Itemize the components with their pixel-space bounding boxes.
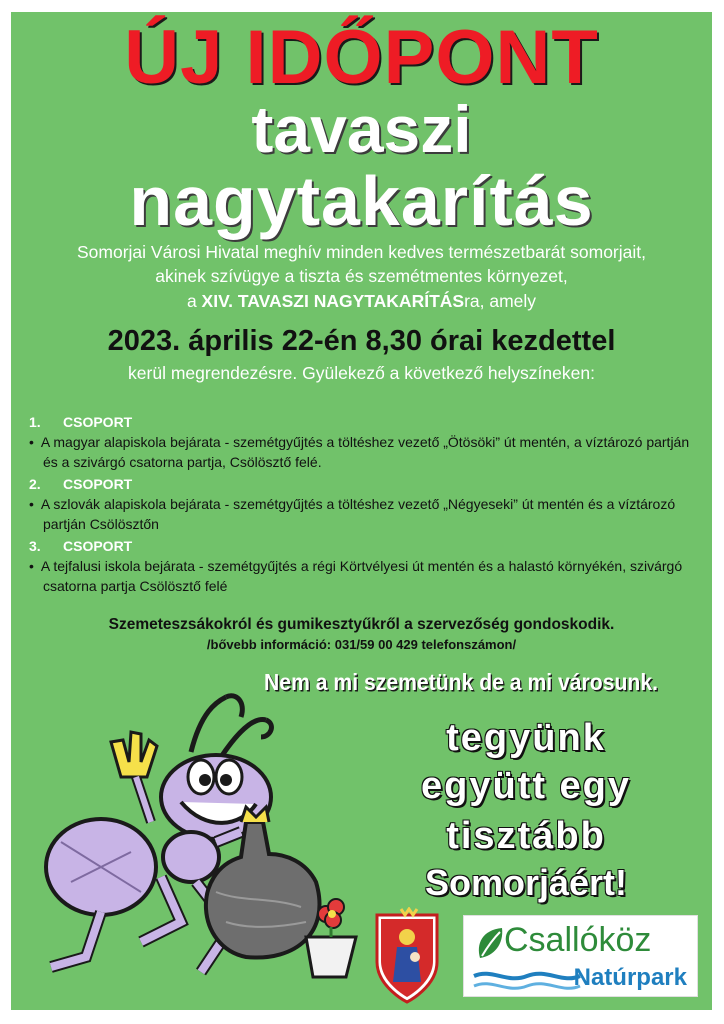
group-title: CSOPORT <box>63 538 133 554</box>
intro-line-3-pre: a <box>186 291 197 311</box>
group-1 <box>29 412 699 472</box>
group-number: 1. <box>29 414 41 430</box>
intro-line-3-post: ra, amely <box>464 291 537 311</box>
naturpark-logo <box>463 915 698 997</box>
call-line-3: tisztább <box>446 815 606 857</box>
group-heading <box>29 412 699 432</box>
group-item <box>29 494 699 534</box>
bullet: • <box>29 558 34 574</box>
bags-note: Szemeteszsákokról és gumikesztyűkről a szervezőség gondoskodik. <box>108 616 615 633</box>
call-line-1: tegyünk <box>446 717 606 759</box>
title-line-1: tavaszi <box>251 92 472 166</box>
coat-of-arms-icon <box>371 907 443 1007</box>
bullet: • <box>29 496 34 512</box>
call-line-2: együtt egy <box>420 765 632 807</box>
group-heading <box>29 536 699 556</box>
logo-name-bottom: Natúrpark <box>573 964 687 991</box>
logo-name-top: Csallóköz <box>504 921 652 959</box>
intro-line-2: akinek szívügye a tiszta és szemétmentes környezet, <box>155 266 568 286</box>
group-heading <box>29 474 699 494</box>
title-line-2: nagytakarítás <box>129 162 594 240</box>
group-3 <box>29 536 699 596</box>
group-text: A magyar alapiskola bejárata - szemétgyűjtés a töltéshez vezető „Ötösöki” út mentén, a víztározó partján és a szivárgó csatorna partja, Csölösztő felé. <box>40 434 690 470</box>
water-wave-icon <box>472 966 582 992</box>
group-number: 3. <box>29 538 41 554</box>
intro-line-1: Somorjai Városi Hivatal meghív minden kedves természetbarát somorjait, <box>77 242 646 262</box>
intro-event-name: XIV. TAVASZI NAGYTAKARÍTÁS <box>201 291 465 311</box>
leaf-icon <box>472 924 508 964</box>
group-item <box>29 432 699 472</box>
group-text: A szlovák alapiskola bejárata - szemétgyűjtés a töltéshez vezető „Négyeseki” út mentén és a víztározó partján Csölösztőn <box>40 496 676 532</box>
event-date: 2023. április 22-én 8,30 órai kezdettel <box>107 325 616 357</box>
group-2 <box>29 474 699 534</box>
bullet: • <box>29 434 34 450</box>
group-title: CSOPORT <box>63 414 133 430</box>
group-number: 2. <box>29 476 41 492</box>
poster <box>11 12 712 1010</box>
ant-mascot-icon <box>41 682 371 1010</box>
slogan: Nem a mi szemetünk de a mi városunk. <box>264 669 658 695</box>
group-item <box>29 556 699 596</box>
group-title: CSOPORT <box>63 476 133 492</box>
group-text: A tejfalusi iskola bejárata - szemétgyűjtés a régi Körtvélyesi út mentén és a halastó környékén, szivárgó csatorna partja Csölösztő felé <box>40 558 683 594</box>
intro-line-3 <box>11 289 712 313</box>
headline: ÚJ IDŐPONT <box>124 15 599 100</box>
info-note: /bővebb információ: 031/59 00 429 telefonszámon/ <box>206 637 517 652</box>
call-line-4: Somorjáért! <box>424 862 628 903</box>
intro-line-4: kerül megrendezésre. Gyülekező a következő helyszíneken: <box>128 363 595 383</box>
